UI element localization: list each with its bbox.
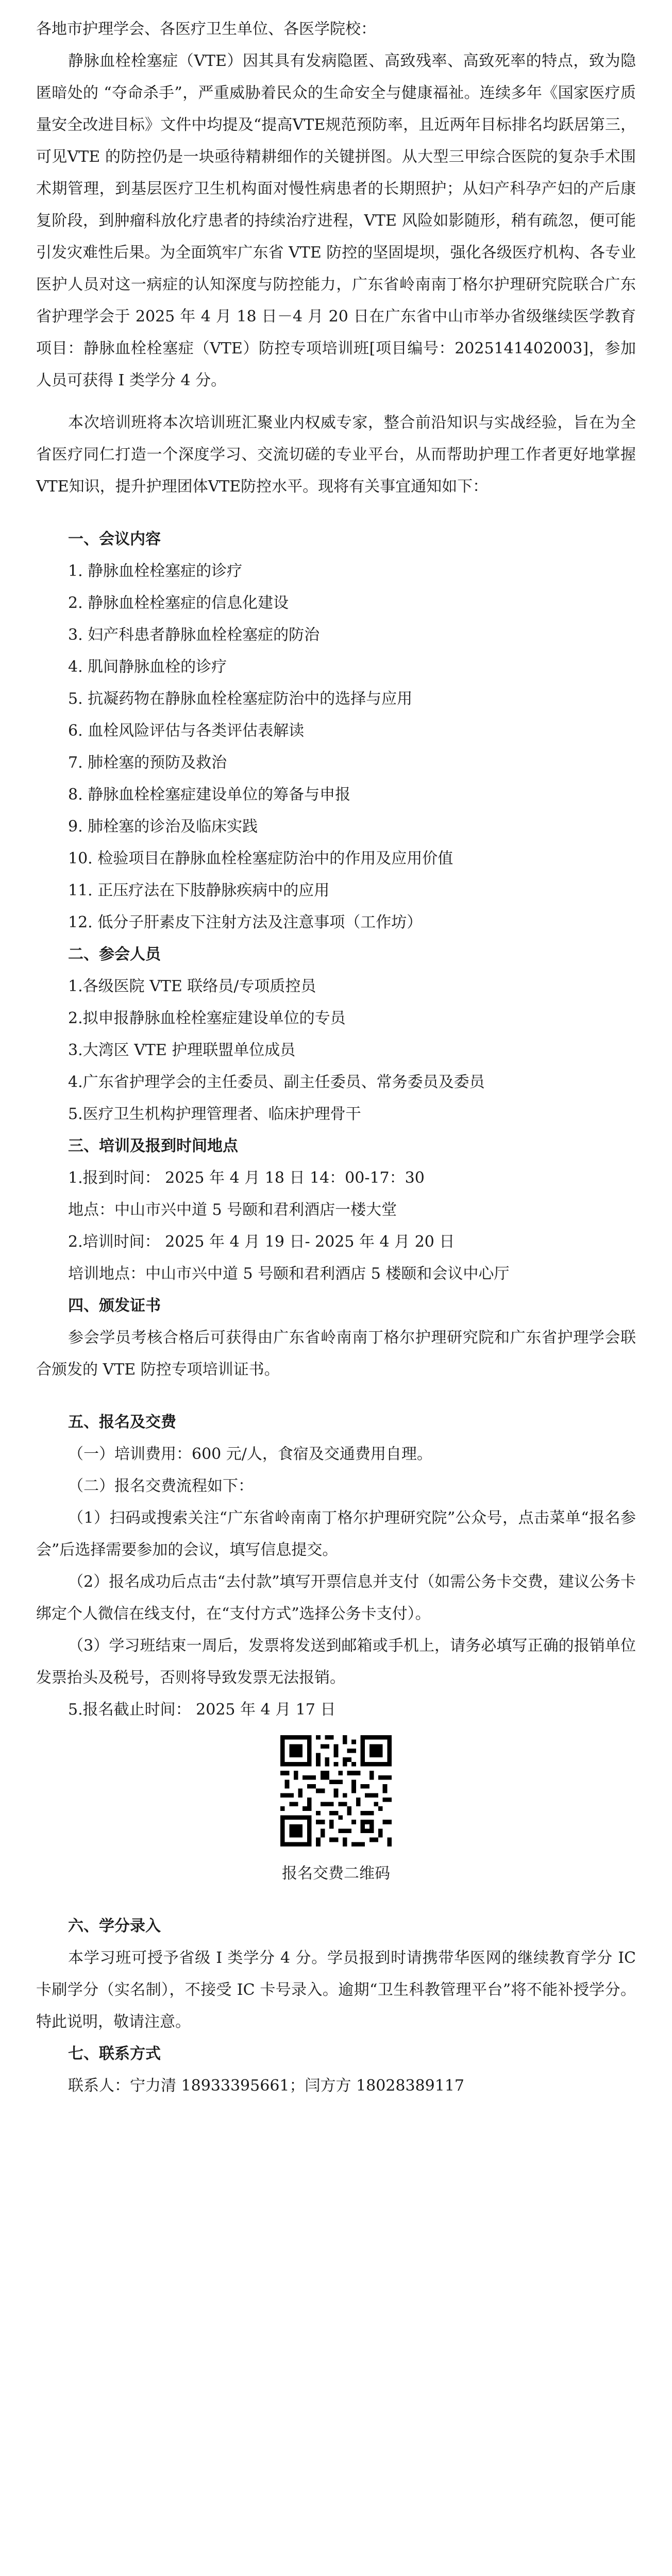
list-item: 5. 抗凝药物在静脉血栓栓塞症防治中的选择与应用	[68, 690, 413, 708]
list-item: 8. 静脉血栓栓塞症建设单位的筹备与申报	[68, 786, 351, 804]
registration-location: 地点：中山市兴中道 5 号颐和君利酒店一楼大堂	[68, 1201, 397, 1219]
list-item: 4.广东省护理学会的主任委员、副主任委员、常务委员及委员	[68, 1073, 485, 1091]
section-heading-fees: 五、报名及交费	[68, 1413, 176, 1431]
certificate-paragraph: 参会学员考核合格后可获得由广东省岭南南丁格尔护理研究院和广东省护理学会联合颁发的 VTE 防控专项培训证书。	[36, 1329, 636, 1379]
list-item: 5.医疗卫生机构护理管理者、临床护理骨干	[68, 1105, 361, 1123]
list-item: 3.大湾区 VTE 护理联盟单位成员	[68, 1041, 296, 1059]
fee-step-3: （3）学习班结束一周后，发票将发送到邮箱或手机上，请务必填写正确的报销单位发票抬头及税号，否则将导致发票无法报销。	[36, 1637, 636, 1687]
list-item: 10. 检验项目在静脉血栓栓塞症防治中的作用及应用价值	[68, 850, 453, 868]
list-item: 1. 静脉血栓栓塞症的诊疗	[68, 562, 243, 580]
section-heading-time-location: 三、培训及报到时间地点	[68, 1137, 238, 1155]
intro-paragraph-1: 静脉血栓栓塞症（VTE）因其具有发病隐匿、高致残率、高致死率的特点，致为隐匿暗处的 “夺命杀手”，严重威胁着民众的生命安全与健康福祉。连续多年《国家医疗质量安全改进目标》文件中均提及“提高VTE规范预防率，且近两年目标排名均跃居第三，可见VTE 的防控仍是一块亟待精耕细作的关键拼图。从大型三甲综合医院的复杂手术围术期管理，到基层医疗卫生机构面对慢性病患者的长期照护；从妇产科孕产妇的产后康复阶段，到肿瘤科放化疗患者的持续治疗进程，VTE 风险如影随形，稍有疏忽，便可能引发灾难性后果。为全面筑牢广东省 VTE 防控的坚固堤坝，强化各级医疗机构、各专业医护人员对这一病症的认知深度与防控能力，广东省岭南南丁格尔护理研究院联合广东省护理学会于 2025 年 4 月 18 日－4 月 20 日在广东省中山市举办省级继续医学教育项目：静脉血栓栓塞症（VTE）防控专项培训班[项目编号：2025141402003]，参加人员可获得 I 类学分 4 分。	[36, 52, 636, 389]
fee-process-title: （二）报名交费流程如下：	[68, 1477, 254, 1495]
qr-code-icon[interactable]	[280, 1735, 392, 1846]
list-item: 1.各级医院 VTE 联络员/专项质控员	[68, 977, 316, 995]
section-heading-content: 一、会议内容	[68, 530, 161, 548]
training-location: 培训地点：中山市兴中道 5 号颐和君利酒店 5 楼颐和会议中心厅	[68, 1265, 510, 1283]
list-item: 6. 血栓风险评估与各类评估表解读	[68, 722, 305, 740]
qr-code-block	[36, 1735, 636, 1858]
list-item: 3. 妇产科患者静脉血栓栓塞症的防治	[68, 626, 320, 644]
list-item: 2. 静脉血栓栓塞症的信息化建设	[68, 594, 289, 612]
fee-amount: （一）培训费用：600 元/人，食宿及交通费用自理。	[68, 1445, 432, 1463]
section-heading-attendees: 二、参会人员	[68, 945, 161, 963]
list-item: 9. 肺栓塞的诊治及临床实践	[68, 818, 258, 836]
qr-caption: 报名交费二维码	[282, 1865, 390, 1883]
contact-line: 联系人：宁力清 18933395661；闫方方 18028389117	[68, 2077, 464, 2095]
registration-deadline: 5.报名截止时间： 2025 年 4 月 17 日	[68, 1701, 336, 1719]
list-item: 11. 正压疗法在下肢静脉疾病中的应用	[68, 882, 330, 900]
list-item: 12. 低分子肝素皮下注射方法及注意事项（工作坊）	[68, 913, 423, 931]
fee-step-1: （1）扫码或搜索关注“广东省岭南南丁格尔护理研究院”公众号，点击菜单“报名参会”后选择需要参加的会议，填写信息提交。	[36, 1509, 636, 1559]
credits-paragraph: 本学习班可授予省级 I 类学分 4 分。学员报到时请携带华医网的继续教育学分 IC 卡刷学分（实名制），不接受 IC 卡号录入。逾期“卫生科教管理平台”将不能补授学分。特此说明，敬请注意。	[36, 1949, 636, 2031]
fee-step-2: （2）报名成功后点击“去付款”填写开票信息并支付（如需公务卡交费，建议公务卡绑定个人微信在线支付，在“支付方式”选择公务卡支付）。	[36, 1573, 636, 1623]
list-item: 7. 肺栓塞的预防及救治	[68, 754, 227, 772]
training-time: 2.培训时间： 2025 年 4 月 19 日- 2025 年 4 月 20 日	[68, 1233, 455, 1251]
section-heading-credits: 六、学分录入	[68, 1917, 161, 1935]
registration-time: 1.报到时间： 2025 年 4 月 18 日 14：00-17：30	[68, 1169, 425, 1187]
list-item: 2.拟申报静脉血栓栓塞症建设单位的专员	[68, 1009, 346, 1027]
list-item: 4. 肌间静脉血栓的诊疗	[68, 658, 227, 676]
section-heading-certificate: 四、颁发证书	[68, 1297, 161, 1315]
section-heading-contact: 七、联系方式	[68, 2045, 161, 2063]
content-list	[36, 555, 636, 939]
salutation: 各地市护理学会、各医疗卫生单位、各医学院校：	[36, 20, 376, 38]
intro-paragraph-2: 本次培训班将本次培训班汇聚业内权威专家，整合前沿知识与实战经验，旨在为全省医疗同仁打造一个深度学习、交流切磋的专业平台，从而帮助护理工作者更好地掌握VTE知识，提升护理团体VTE防控水平。现将有关事宜通知如下：	[36, 414, 636, 496]
